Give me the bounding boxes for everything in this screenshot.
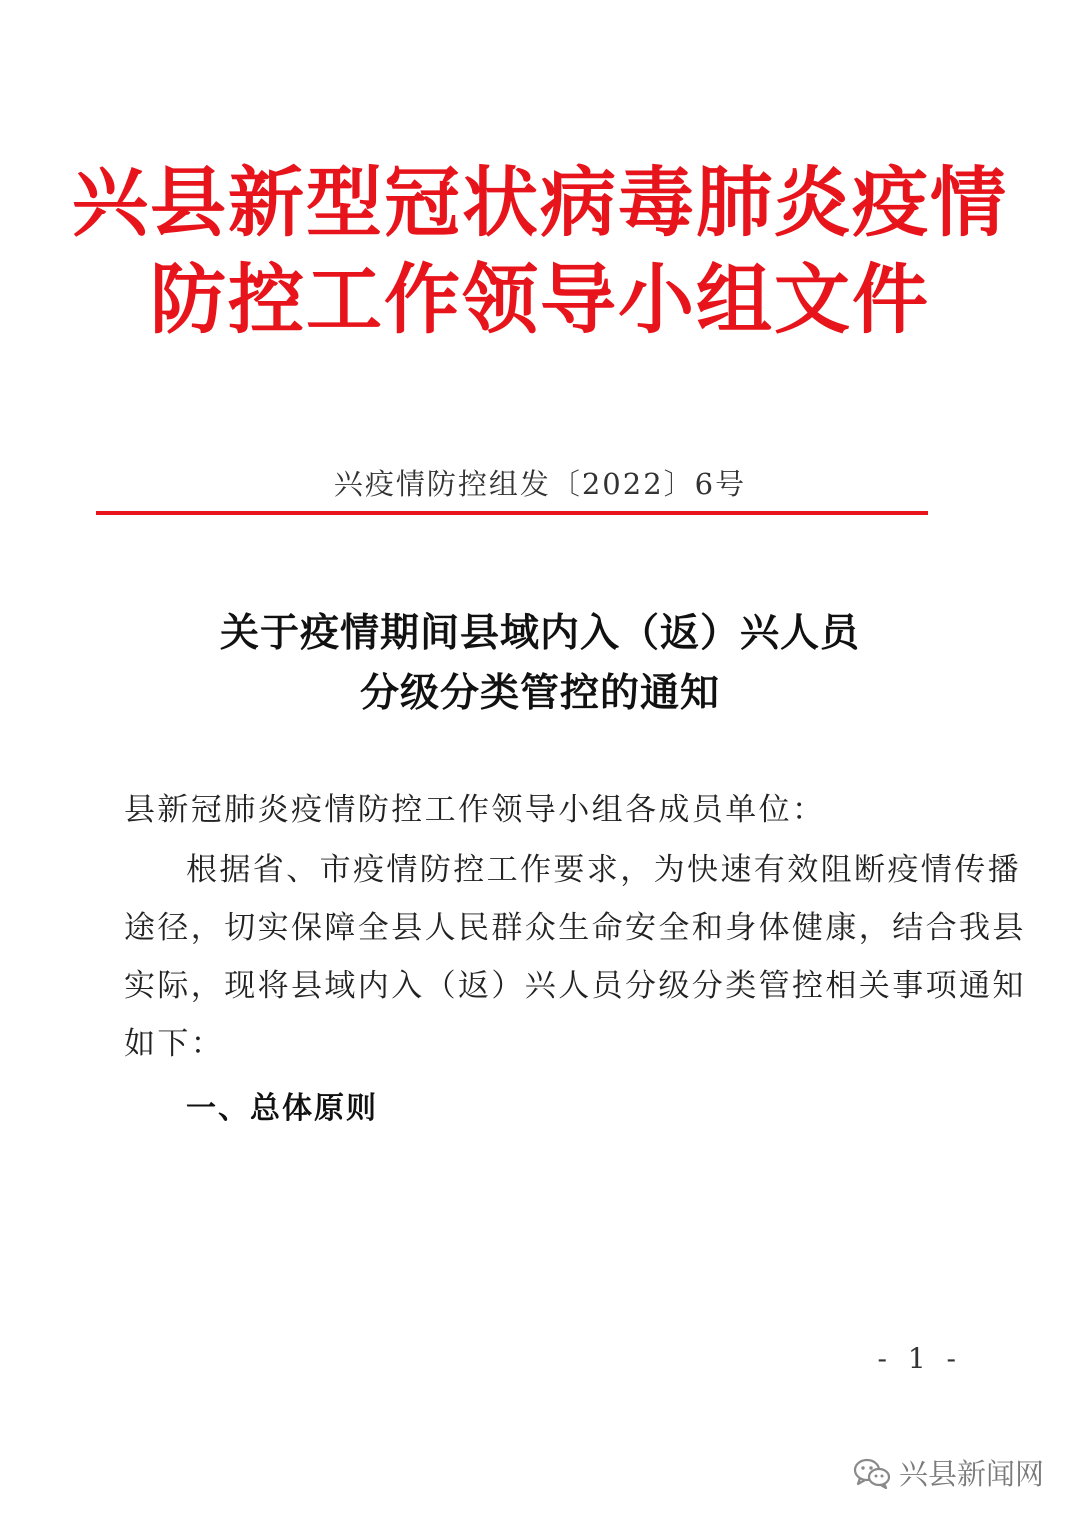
wechat-icon (853, 1457, 891, 1489)
section-heading: 一、总体原则 (186, 1091, 378, 1126)
red-divider-line (96, 511, 928, 515)
watermark-text: 兴县新闻网 (898, 1457, 1044, 1491)
page-number: - 1 - (877, 1342, 962, 1375)
watermark (853, 1452, 1044, 1493)
addressee: 县新冠肺炎疫情防控工作领导小组各成员单位： (124, 792, 826, 828)
paragraph-line: 如下： (124, 1026, 225, 1062)
paragraph-line: 根据省、市疫情防控工作要求，为快速有效阻断疫情传播 (186, 852, 1021, 888)
document-header-title-line2: 防控工作领导小组文件 (150, 255, 930, 344)
paragraph-line: 实际，现将县域内入（返）兴人员分级分类管控相关事项通知 (124, 968, 1026, 1004)
document-number: 兴疫情防控组发〔2022〕6号 (333, 467, 747, 501)
paragraph-line: 途径，切实保障全县人民群众生命安全和身体健康，结合我县 (124, 910, 1026, 946)
document-header-title-line1: 兴县新型冠状病毒肺炎疫情 (72, 158, 1008, 247)
notice-title-line1: 关于疫情期间县域内入（返）兴人员 (219, 611, 860, 656)
notice-title-line2: 分级分类管控的通知 (359, 671, 720, 716)
